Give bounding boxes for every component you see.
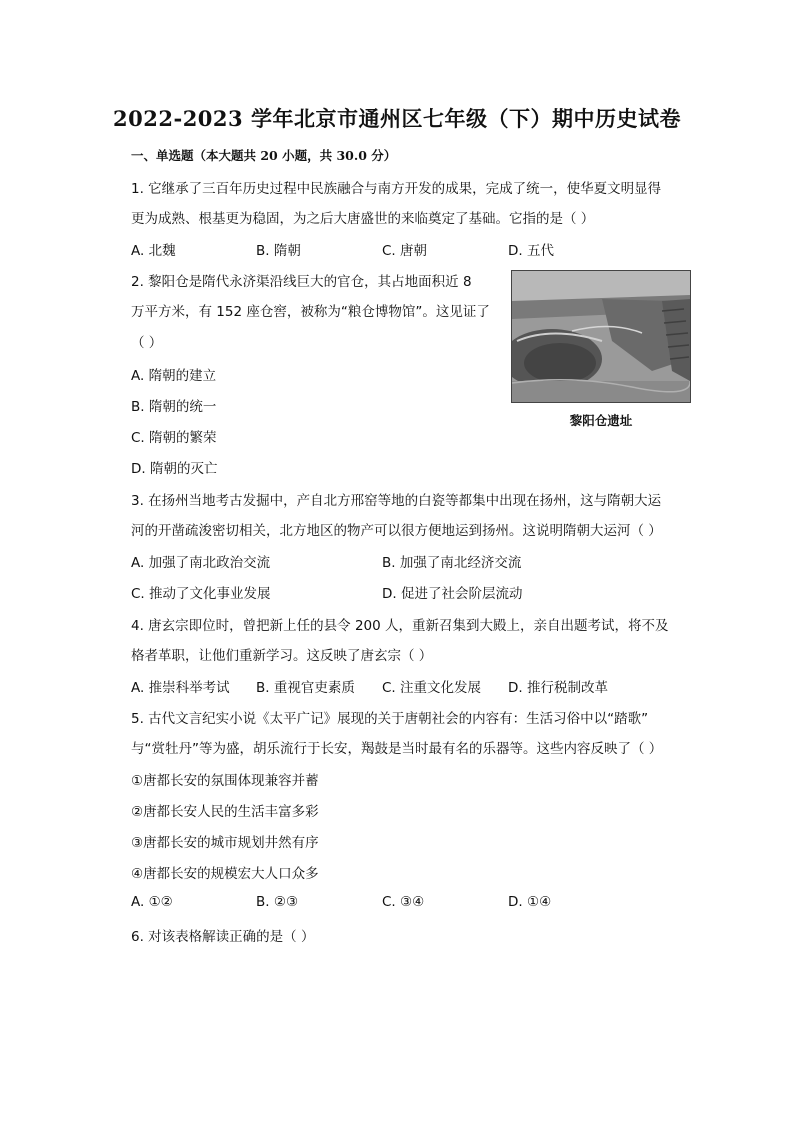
- q2-option-b: B. 隋朝的统一: [131, 399, 217, 415]
- q4-option-d: D. 推行税制改革: [508, 680, 608, 696]
- page-title: 2022-2023 学年北京市通州区七年级（下）期中历史试卷: [113, 106, 681, 131]
- q5-item-2: ②唐都长安人民的生活丰富多彩: [131, 804, 319, 820]
- q4-stem-line-1: 4. 唐玄宗即位时，曾把新上任的县令 200 人，重新召集到大殿上，亲自出题考试，将不及: [131, 618, 669, 634]
- q1-stem-line-2: 更为成熟、根基更为稳固，为之后大唐盛世的来临奠定了基础。它指的是（ ）: [131, 211, 595, 227]
- q5-item-3: ③唐都长安的城市规划井然有序: [131, 835, 319, 851]
- q5-option-a: A. ①②: [131, 894, 173, 910]
- q3-option-b: B. 加强了南北经济交流: [382, 555, 522, 571]
- q2-option-a: A. 隋朝的建立: [131, 368, 217, 384]
- q5-option-d: D. ①④: [508, 894, 552, 910]
- q2-stem-line-1: 2. 黎阳仓是隋代永济渠沿线巨大的官仓，其占地面积近 8: [131, 274, 472, 290]
- q3-option-a: A. 加强了南北政治交流: [131, 555, 271, 571]
- q4-option-a: A. 推崇科举考试: [131, 680, 230, 696]
- q1-stem-line-1: 1. 它继承了三百年历史过程中民族融合与南方开发的成果，完成了统一，使华夏文明显得: [131, 181, 662, 197]
- q1-option-c: C. 唐朝: [382, 243, 428, 259]
- photo-caption: 黎阳仓遗址: [569, 413, 633, 428]
- q3-option-c: C. 推动了文化事业发展: [131, 586, 271, 602]
- liyang-granary-photo: [511, 270, 691, 403]
- q3-stem-line-2: 河的开凿疏浚密切相关，北方地区的物产可以很方便地运到扬州。这说明隋朝大运河（ ）: [131, 523, 662, 539]
- q2-option-d: D. 隋朝的灭亡: [131, 461, 218, 477]
- q2-stem-line-3: （ ）: [131, 335, 163, 351]
- q1-option-b: B. 隋朝: [256, 243, 301, 259]
- section-heading: 一、单选题（本大题共 20 小题，共 30.0 分）: [131, 148, 397, 163]
- q4-stem-line-2: 格者革职，让他们重新学习。这反映了唐玄宗（ ）: [131, 648, 433, 664]
- q4-option-c: C. 注重文化发展: [382, 680, 482, 696]
- q5-stem-line-2: 与“赏牡丹”等为盛，胡乐流行于长安，羯鼓是当时最有名的乐器等。这些内容反映了（ ）: [131, 741, 663, 757]
- q3-option-d: D. 促进了社会阶层流动: [382, 586, 523, 602]
- q1-option-a: A. 北魏: [131, 243, 176, 259]
- excavation-site-image: [512, 271, 690, 402]
- q2-stem-line-2: 万平方米，有 152 座仓窖，被称为“粮仓博物馆”。这见证了: [131, 304, 490, 320]
- q2-option-c: C. 隋朝的繁荣: [131, 430, 217, 446]
- q4-option-b: B. 重视官吏素质: [256, 680, 355, 696]
- q5-option-c: C. ③④: [382, 894, 425, 910]
- q5-option-b: B. ②③: [256, 894, 299, 910]
- q5-stem-line-1: 5. 古代文言纪实小说《太平广记》展现的关于唐朝社会的内容有：生活习俗中以“踏歌”: [131, 711, 649, 727]
- q5-item-1: ①唐都长安的氛围体现兼容并蓄: [131, 773, 319, 789]
- q6-stem-line-1: 6. 对该表格解读正确的是（ ）: [131, 929, 315, 945]
- q1-option-d: D. 五代: [508, 243, 554, 259]
- q5-item-4: ④唐都长安的规模宏大人口众多: [131, 866, 319, 882]
- q3-stem-line-1: 3. 在扬州当地考古发掘中，产自北方邢窑等地的白瓷等都集中出现在扬州，这与隋朝大运: [131, 493, 662, 509]
